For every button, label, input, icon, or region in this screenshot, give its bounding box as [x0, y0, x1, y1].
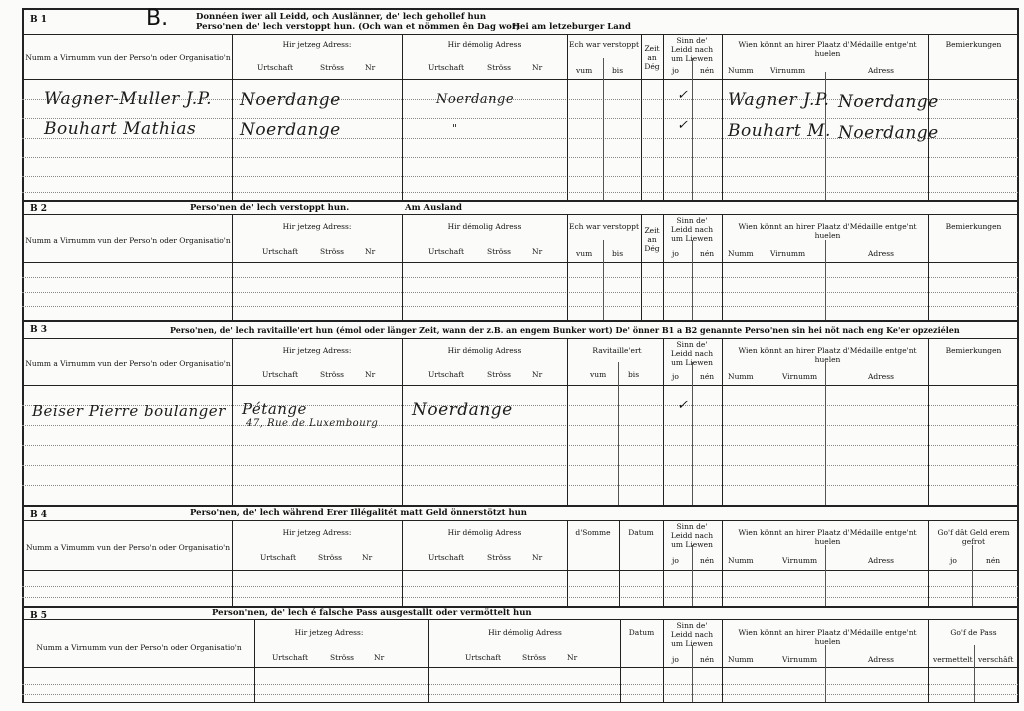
b2-h-medal: Wien könnt an hirer Plaatz d'Médaille entge'nt huelen	[738, 222, 917, 240]
section-b5-code: B 5	[30, 611, 48, 621]
b4-h-alive: Sinn de' Leidd nach um Liewen	[670, 522, 714, 549]
b3-h-nr-2: Nr	[532, 370, 543, 379]
section-b3-title: Perso'nen, de' lech ravitaille'ert hun (émol oder länger Zeit, wann der z.B. an engem Bunker wort) De' önner B1 a B2 genannte Perso'nen sin hei nöt nach eng Ke'er opzeziélen	[170, 325, 960, 335]
b5-h-nen: nén	[700, 655, 715, 664]
b5-h-pass: Go'f de Pass	[950, 628, 997, 637]
b1-h-nr-2: Nr	[532, 63, 543, 72]
b4-h-jo-2: jo	[950, 556, 957, 565]
b3-h-medal: Wien könnt an hirer Plaatz d'Médaille entge'nt huelen	[738, 346, 917, 364]
frame-right	[1017, 8, 1019, 703]
section-b5-title: Person'nen, de' lech é falsche Pass ausgestallt oder vermöttelt hun	[212, 608, 532, 618]
b4-h-urtschaft-2: Urtschaft	[428, 553, 465, 562]
b4-h-nr: Nr	[362, 553, 373, 562]
b4-h-jo: jo	[672, 556, 679, 565]
b4-h-stross-2: Ströss	[487, 553, 511, 562]
b2-h-current-address: Hir jetzeg Adress:	[282, 222, 352, 231]
b5-h-current-address: Hir jetzeg Adress:	[294, 628, 364, 637]
b4-h-medal: Wien könnt an hirer Plaatz d'Médaille entge'nt huelen	[738, 528, 917, 546]
b1-header-bottom	[22, 79, 1018, 80]
b4-h-person: Numm a Vimumm vun der Perso'n oder Organisatio'n	[25, 543, 231, 552]
b1-h-alive: Sinn de' Leidd nach um Liewen	[670, 36, 714, 63]
b4-h-current-address: Hir jetzeg Adress:	[282, 528, 352, 537]
b1-row1-current: Noerdange	[240, 90, 341, 110]
b3-row1-name: Beiser Pierre boulanger	[32, 402, 226, 420]
b1-row1-medal-name: Wagner J.P.	[728, 90, 830, 110]
b2-h-remarks: Bemierkungen	[945, 222, 1002, 231]
section-b4-title: Perso'nen, de' lech während Erer Illégalitét matt Geld önnerstötzt hun	[190, 508, 527, 518]
b4-h-stross: Ströss	[318, 553, 342, 562]
b3-h-stross: Ströss	[320, 370, 344, 379]
b3-row1-alive-check: ✓	[677, 398, 688, 413]
b4-h-medal-numm: Numm	[728, 556, 754, 565]
b2-h-zeit: Zeit an Dég	[644, 226, 660, 253]
b5-h-nr: Nr	[374, 653, 385, 662]
b4-h-previous-address: Hir démolig Adress	[447, 528, 522, 537]
b1-row1-name: Wagner-Muller J.P.	[44, 89, 213, 109]
b1-h-nr: Nr	[365, 63, 376, 72]
b1-h-medal-numm: Numm	[728, 66, 754, 75]
b5-h-jo: jo	[672, 655, 679, 664]
b3-h-vum: vum	[590, 370, 607, 379]
b5-h-medal-numm: Numm	[728, 655, 754, 664]
form-letter: B.	[146, 6, 169, 31]
b2-h-previous-address: Hir démolig Adress	[447, 222, 522, 231]
b2-h-vum: vum	[576, 249, 593, 258]
b1-h-urtschaft: Urtschaft	[257, 63, 294, 72]
b1-h-current-address: Hir jetzeg Adress:	[282, 40, 352, 49]
b3-h-nen: nén	[700, 372, 715, 381]
b4-h-urtschaft: Urtschaft	[260, 553, 297, 562]
b1-row2-previous: "	[452, 122, 458, 135]
b1-row2-name: Bouhart Mathias	[44, 119, 197, 139]
section-b4-code: B 4	[30, 510, 48, 520]
b4-h-somme: d'Somme	[575, 528, 611, 537]
b4-h-nen-2: nén	[986, 556, 1001, 565]
b5-h-verschaft: verschâft	[978, 655, 1014, 664]
frame-left	[22, 8, 24, 703]
b5-h-medal-adress: Adress	[868, 655, 894, 664]
section-b1-title-line3: Hei am letzeburger Land	[512, 22, 631, 32]
b2-h-stross-2: Ströss	[487, 247, 511, 256]
b5-h-vermettelt: vermettelt	[933, 655, 973, 664]
b5-h-datum: Datum	[628, 628, 655, 637]
b4-h-medal-adress: Adress	[868, 556, 894, 565]
frame-bottom	[22, 702, 1018, 703]
b2-h-alive: Sinn de' Leidd nach um Liewen	[670, 216, 714, 243]
b4-h-gof: Go'f dât Geld erem gefrot	[937, 528, 1010, 546]
b1-h-medal-virnumm: Virnumm	[770, 66, 806, 75]
section-b2-title-2: Am Ausland	[405, 203, 462, 213]
b3-h-medal-adress: Adress	[868, 372, 894, 381]
b1-row1-medal-address: Noerdange	[838, 92, 939, 112]
b1-h-vum: vum	[576, 66, 593, 75]
b1-row2-current: Noerdange	[240, 120, 341, 140]
b2-h-person: Numm a Virnumm vun der Perso'n oder Organisatio'n	[25, 236, 231, 245]
b5-h-stross-2: Ströss	[522, 653, 546, 662]
b4-h-nen: nén	[700, 556, 715, 565]
b3-h-previous-address: Hir démolig Adress	[447, 346, 522, 355]
b2-h-urtschaft: Urtschaft	[262, 247, 299, 256]
b2-h-medal-virnumm: Virnumm	[770, 249, 806, 258]
b2-h-medal-numm: Numm	[728, 249, 754, 258]
section-b2-code: B 2	[30, 204, 48, 214]
b5-h-urtschaft: Urtschaft	[272, 653, 309, 662]
b1-h-remarks: Bemierkungen	[945, 40, 1002, 49]
b1-row2-medal-name: Bouhart M.	[728, 121, 831, 141]
b3-h-remarks: Bemierkungen	[945, 346, 1002, 355]
b5-h-stross: Ströss	[330, 653, 354, 662]
b5-h-medal: Wien könnt an hirer Plaatz d'Médaille entge'nt huelen	[738, 628, 917, 646]
b3-h-medal-numm: Numm	[728, 372, 754, 381]
b3-h-urtschaft: Urtschaft	[262, 370, 299, 379]
b2-h-stross: Ströss	[320, 247, 344, 256]
b3-h-bis: bis	[628, 370, 640, 379]
b1-row2-medal-address: Noerdange	[838, 123, 939, 143]
b4-h-nr-2: Nr	[532, 553, 543, 562]
b1-row1-alive-check: ✓	[677, 88, 688, 103]
section-b3-code: B 3	[30, 325, 48, 335]
b3-h-stross-2: Ströss	[487, 370, 511, 379]
section-b1-title-line2: Perso'nen de' lech verstoppt hun. (Och wan et nömmen ên Dag wor)	[196, 22, 521, 32]
b3-h-person: Numm a Virnumm vun der Perso'n oder Organisatio'n	[25, 359, 231, 368]
b2-h-hidden: Ech war verstoppt	[568, 222, 639, 231]
b1-h-previous-address: Hir démolig Adress	[447, 40, 522, 49]
b1-h-stross-2: Ströss	[487, 63, 511, 72]
section-b2-title: Perso'nen de' lech verstoppt hun.	[190, 203, 350, 213]
section-b1-code: B 1	[30, 15, 48, 25]
b2-h-nr-2: Nr	[532, 247, 543, 256]
b3-h-nr: Nr	[365, 370, 376, 379]
b3-h-medal-virnumm: Virnumm	[782, 372, 818, 381]
b1-row1-previous: Noerdange	[436, 92, 515, 107]
b5-h-medal-virnumm: Virnumm	[782, 655, 818, 664]
b1-header-top	[22, 34, 1018, 35]
b3-h-current-address: Hir jetzeg Adress:	[282, 346, 352, 355]
b1-h-nen: nén	[700, 66, 715, 75]
b3-h-urtschaft-2: Urtschaft	[428, 370, 465, 379]
b3-row1-previous: Noerdange	[412, 400, 513, 420]
section-b1-title-line1: Donnéen iwer all Leidd, och Auslänner, de' lech gehollef hun	[196, 12, 487, 22]
b1-h-hidden: Ech war verstoppt	[568, 40, 639, 49]
b1-row2-alive-check: ✓	[677, 118, 688, 133]
b5-h-previous-address: Hir démolig Adress	[488, 628, 562, 637]
b2-h-nen: nén	[700, 249, 715, 258]
b2-h-medal-adress: Adress	[868, 249, 894, 258]
b2-h-nr: Nr	[365, 247, 376, 256]
b1-h-urtschaft-2: Urtschaft	[428, 63, 465, 72]
b1-h-stross: Ströss	[320, 63, 344, 72]
b4-h-medal-virnumm: Virnumm	[782, 556, 818, 565]
b3-h-alive: Sinn de' Leidd nach um Liewen	[670, 340, 714, 367]
b2-h-urtschaft-2: Urtschaft	[428, 247, 465, 256]
b4-h-datum: Datum	[628, 528, 654, 537]
b5-h-nr-2: Nr	[567, 653, 578, 662]
b1-h-zeit: Zeit an Dég	[644, 44, 660, 71]
b3-row1-current-street: 47, Rue de Luxembourg	[246, 418, 379, 429]
b1-h-person: Numm a Virnumm vun der Perso'n oder Organisatio'n	[25, 53, 231, 62]
frame-top	[22, 8, 1018, 10]
b2-h-bis: bis	[612, 249, 624, 258]
b3-h-ravitailleert: Ravitaille'ert	[592, 346, 642, 355]
b5-h-alive: Sinn de' Leidd nach um Liewen	[670, 621, 714, 648]
b1-h-medal: Wien könnt an hirer Plaatz d'Médaille entge'nt huelen	[738, 40, 917, 58]
b2-h-jo: jo	[672, 249, 679, 258]
b1-h-bis: bis	[612, 66, 624, 75]
b5-h-urtschaft-2: Urtschaft	[465, 653, 502, 662]
b5-h-person: Numm a Virnumm vun der Perso'n oder Organisatio'n	[36, 643, 242, 652]
b1-h-medal-adress: Adress	[868, 66, 894, 75]
b3-row1-current: Pétange	[242, 400, 307, 418]
b3-h-jo: jo	[672, 372, 679, 381]
b1-h-jo: jo	[672, 66, 679, 75]
